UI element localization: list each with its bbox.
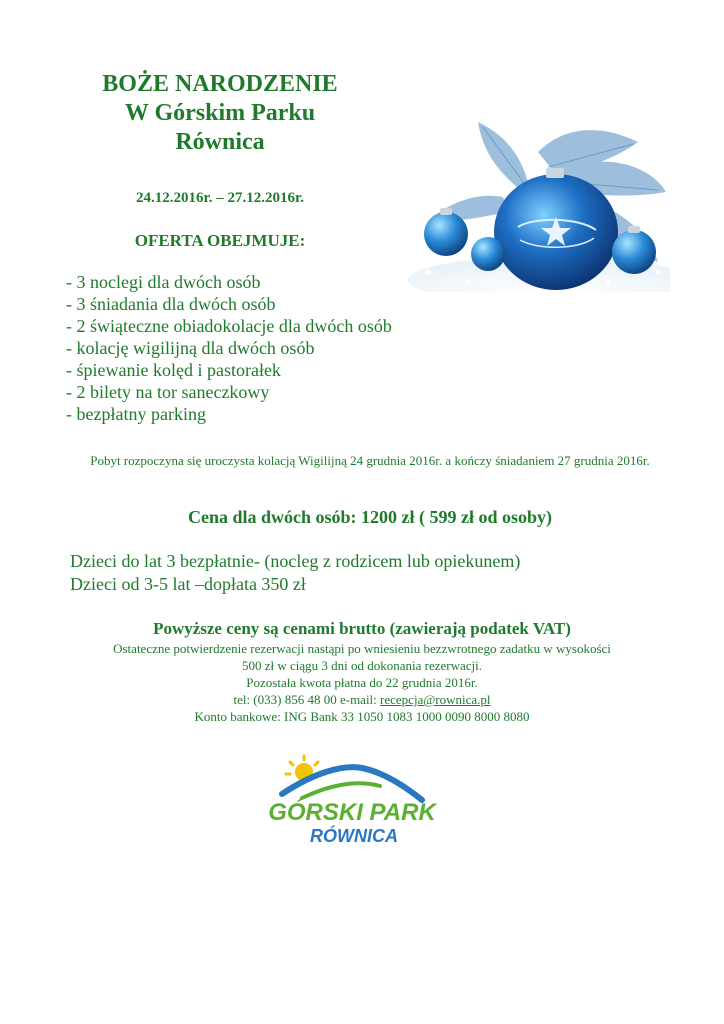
page-title — [60, 70, 380, 157]
offer-item: - śpiewanie kolęd i pastorałek — [66, 360, 281, 380]
children-pricing — [70, 550, 520, 596]
price-line: Cena dla dwóch osób: 1200 zł ( 599 zł od osoby) — [187, 507, 553, 527]
bank-account: Konto bankowe: ING Bank 33 1050 1083 1000 0090 8000 8080 — [194, 709, 530, 724]
booking-info — [60, 640, 664, 725]
phone-text: tel: (033) 856 48 00 e-mail: — [233, 692, 381, 707]
logo-line-1: GÓRSKI PARK — [268, 799, 436, 826]
title-line-3: Równica — [175, 129, 265, 155]
logo-line-2: RÓWNICA — [310, 826, 398, 846]
offer-item: - 3 noclegi dla dwóch osób — [66, 272, 261, 292]
offer-heading: OFERTA OBEJMUJE: — [134, 231, 306, 250]
offer-item: - 3 śniadania dla dwóch osób — [66, 294, 276, 314]
remaining-payment: Pozostała kwota płatna do 22 grudnia 2016r. — [246, 675, 478, 690]
children-line: Dzieci od 3-5 lat –dopłata 350 zł — [70, 574, 306, 594]
children-line: Dzieci do lat 3 bezpłatnie- (nocleg z rodzicem lub opiekunem) — [70, 551, 521, 571]
title-line-2: W Górskim Parku — [124, 100, 316, 126]
email-link[interactable]: recepcja@rownica.pl — [380, 692, 491, 707]
confirmation-line: 500 zł w ciągu 3 dni od dokonania rezerwacji. — [241, 658, 483, 673]
gorski-park-logo — [262, 754, 442, 850]
offer-item: - 2 bilety na tor saneczkowy — [66, 382, 270, 402]
offer-item: - 2 świąteczne obiadokolacje dla dwóch osób — [66, 316, 392, 336]
vat-note: Powyższe ceny są cenami brutto (zawierają podatek VAT) — [153, 619, 571, 638]
offer-item: - kolację wigilijną dla dwóch osób — [66, 338, 315, 358]
christmas-ornament-image — [408, 122, 670, 292]
event-dates: 24.12.2016r. – 27.12.2016r. — [135, 190, 305, 206]
title-line-1: BOŻE NARODZENIE — [102, 71, 338, 97]
stay-note: Pobyt rozpoczyna się uroczysta kolacją Wigilijną 24 grudnia 2016r. a kończy śniadaniem 27 grudnia 2016r. — [90, 453, 650, 468]
logo-graphic — [262, 754, 442, 850]
offer-item: - bezpłatny parking — [66, 404, 206, 424]
contact-line — [60, 691, 664, 708]
offer-list — [66, 271, 392, 425]
confirmation-line: Ostateczne potwierdzenie rezerwacji nastąpi po wniesieniu bezzwrotnego zadatku w wysokości — [113, 641, 611, 656]
